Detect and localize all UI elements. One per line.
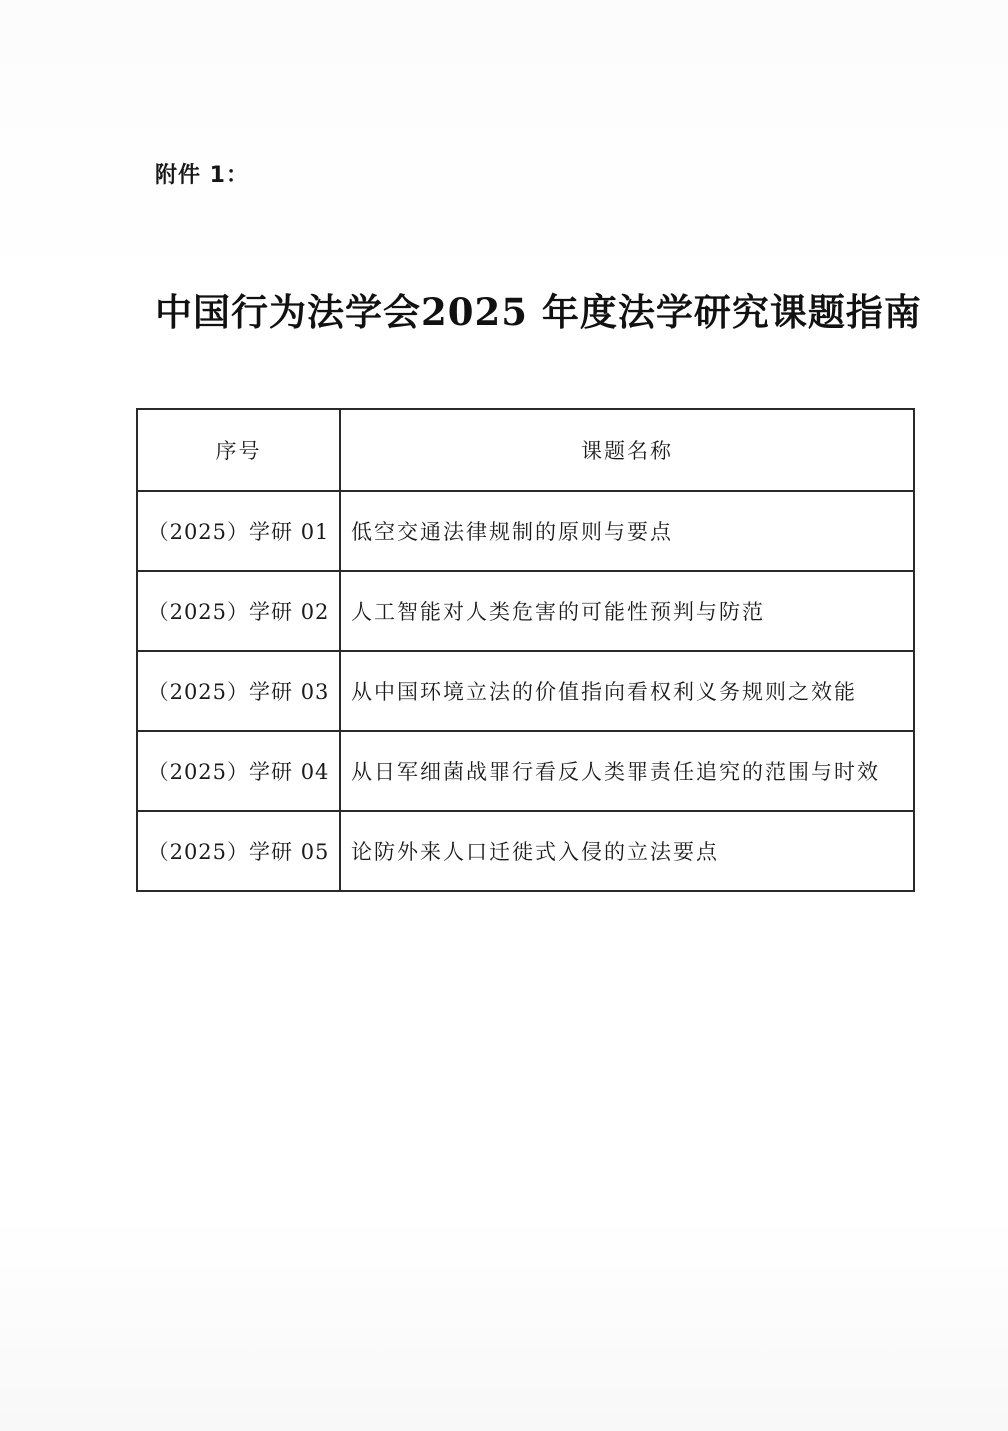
- header-name: 课题名称: [340, 409, 914, 491]
- topic-name-cell: 从中国环境立法的价值指向看权利义务规则之效能: [340, 651, 914, 731]
- seq-cell: （2025）学研 03: [137, 651, 340, 731]
- header-seq: 序号: [137, 409, 340, 491]
- document-title: 中国行为法学会2025 年度法学研究课题指南: [155, 290, 922, 334]
- table-header-row: [137, 409, 914, 491]
- topic-name-cell: 从日军细菌战罪行看反人类罪责任追究的范围与时效: [340, 731, 914, 811]
- seq-cell: （2025）学研 02: [137, 571, 340, 651]
- table-row: [137, 731, 914, 811]
- topic-name-cell: 人工智能对人类危害的可能性预判与防范: [340, 571, 914, 651]
- topic-name-cell: 低空交通法律规制的原则与要点: [340, 491, 914, 571]
- attachment-label: 附件 1：: [155, 163, 249, 188]
- table-row: [137, 811, 914, 891]
- topic-name-cell: 论防外来人口迁徙式入侵的立法要点: [340, 811, 914, 891]
- table-row: [137, 491, 914, 571]
- table-row: [137, 571, 914, 651]
- research-topics-table: [136, 408, 915, 892]
- table-row: [137, 651, 914, 731]
- seq-cell: （2025）学研 01: [137, 491, 340, 571]
- seq-cell: （2025）学研 05: [137, 811, 340, 891]
- seq-cell: （2025）学研 04: [137, 731, 340, 811]
